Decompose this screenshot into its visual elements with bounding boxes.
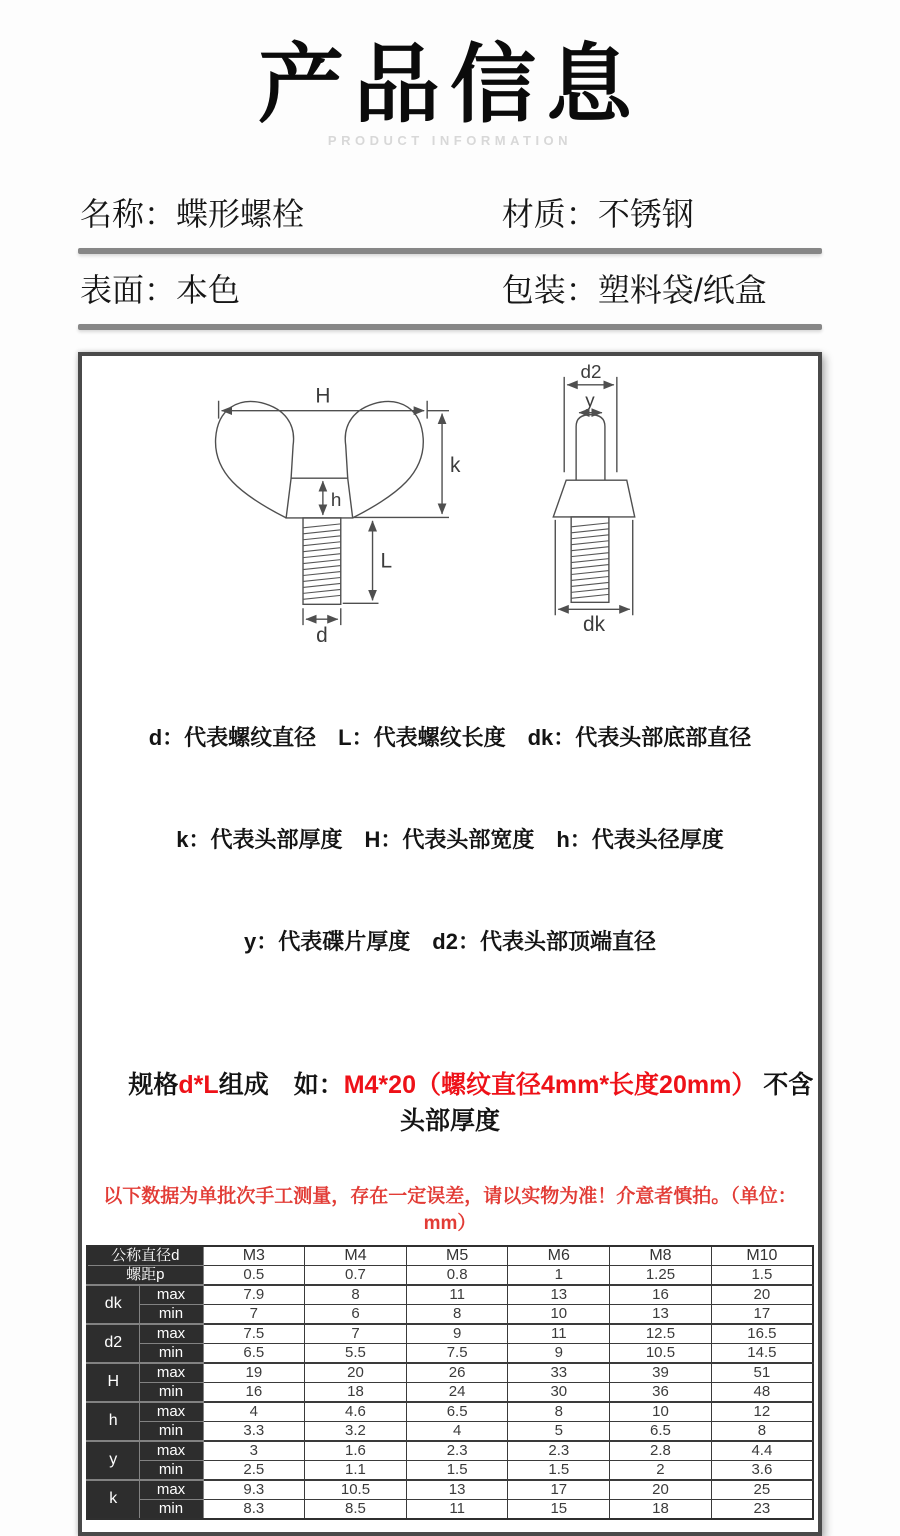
table-cell: 10.5: [610, 1343, 712, 1363]
table-cell: 11: [508, 1324, 610, 1344]
dim-label-dk: dk: [582, 612, 606, 636]
min-label: min: [139, 1421, 203, 1441]
table-row: [87, 1499, 813, 1519]
min-label: min: [139, 1499, 203, 1519]
table-cell: 20: [711, 1285, 813, 1305]
table-row-label: 螺距p: [87, 1265, 203, 1285]
min-label: min: [139, 1460, 203, 1480]
table-cell: 8: [305, 1285, 407, 1305]
measurement-warning: 以下数据为单批次手工测量，存在一定误差，请以实物为准！介意者慎拍。（单位：mm）: [103, 1185, 797, 1234]
table-cell: 48: [711, 1382, 813, 1402]
attribute-label: 包装：: [501, 271, 598, 308]
table-cell: 0.8: [406, 1265, 508, 1285]
table-cell: 8: [508, 1402, 610, 1422]
table-row: [87, 1363, 813, 1383]
max-label: max: [139, 1480, 203, 1500]
dim-label-d: d: [316, 623, 328, 647]
table-cell: 2.3: [406, 1441, 508, 1461]
spec-text: 组成 如：: [218, 1070, 344, 1099]
table-cell: 12: [711, 1402, 813, 1422]
table-cell: 7: [305, 1324, 407, 1344]
table-cell: 9: [406, 1324, 508, 1344]
product-info-page: [0, 37, 900, 1536]
table-cell: 10: [508, 1304, 610, 1324]
table-cell: 5: [508, 1421, 610, 1441]
spec-panel: [78, 352, 822, 1536]
dim-label-L: L: [380, 549, 393, 573]
table-cell: 6.5: [203, 1343, 305, 1363]
table-row-label: d2: [87, 1324, 139, 1363]
table-cell: 16: [203, 1382, 305, 1402]
table-row-label: k: [87, 1480, 139, 1519]
divider: [78, 324, 822, 330]
page-subtitle: PRODUCT INFORMATION: [327, 132, 573, 148]
table-cell: 16.5: [711, 1324, 813, 1344]
table-cell: 19: [203, 1363, 305, 1383]
table-cell: 13: [406, 1480, 508, 1500]
spec-text-red: M4*20（螺纹直径4mm*长度20mm）: [343, 1070, 757, 1099]
table-cell: 0.7: [305, 1265, 407, 1285]
table-row-label: y: [87, 1441, 139, 1480]
definition-line: d：代表螺纹直径 L：代表螺纹长度 dk：代表头部底部直径: [148, 724, 752, 750]
column-header: M4: [305, 1246, 407, 1266]
table-row: [87, 1246, 813, 1266]
attribute-row: [78, 254, 822, 324]
spec-format-line: [82, 1036, 818, 1166]
size-table: [86, 1245, 814, 1520]
column-header: M5: [406, 1246, 508, 1266]
table-row: [87, 1304, 813, 1324]
product-attributes: [78, 178, 822, 330]
table-cell: 18: [305, 1382, 407, 1402]
table-cell: 8: [711, 1421, 813, 1441]
column-header: M6: [508, 1246, 610, 1266]
table-cell: 33: [508, 1363, 610, 1383]
dim-label-y: y: [585, 389, 595, 411]
table-cell: 20: [305, 1363, 407, 1383]
table-cell: 3.3: [203, 1421, 305, 1441]
table-cell: 15: [508, 1499, 610, 1519]
table-row: [87, 1382, 813, 1402]
attribute-name: [80, 189, 502, 235]
table-cell: 20: [610, 1480, 712, 1500]
table-row: [87, 1343, 813, 1363]
dim-label-k: k: [450, 453, 461, 477]
table-cell: 36: [610, 1382, 712, 1402]
table-row: [87, 1460, 813, 1480]
attribute-label: 材质：: [501, 195, 598, 232]
table-row-label: dk: [87, 1285, 139, 1324]
max-label: max: [139, 1402, 203, 1422]
table-row: [87, 1285, 813, 1305]
table-cell: 9: [508, 1343, 610, 1363]
table-cell: 6.5: [406, 1402, 508, 1422]
table-cell: 3.6: [711, 1460, 813, 1480]
table-cell: 17: [711, 1304, 813, 1324]
table-cell: 3: [203, 1441, 305, 1461]
attribute-value: 不锈钢: [597, 195, 694, 232]
table-cell: 4.4: [711, 1441, 813, 1461]
table-row: [87, 1265, 813, 1285]
table-cell: 4: [203, 1402, 305, 1422]
min-label: min: [139, 1382, 203, 1402]
table-cell: 39: [610, 1363, 712, 1383]
column-header: M10: [711, 1246, 813, 1266]
table-cell: 11: [406, 1285, 508, 1305]
definition-line: k：代表头部厚度 H：代表头部宽度 h：代表头径厚度: [176, 826, 724, 852]
table-cell: 23: [711, 1499, 813, 1519]
table-row: [87, 1421, 813, 1441]
table-row: [87, 1324, 813, 1344]
table-row-label: h: [87, 1402, 139, 1441]
table-cell: 6.5: [610, 1421, 712, 1441]
table-cell: 4.6: [305, 1402, 407, 1422]
table-cell: 8: [406, 1304, 508, 1324]
table-cell: 12.5: [610, 1324, 712, 1344]
attribute-material: [502, 189, 694, 235]
table-cell: 5.5: [305, 1343, 407, 1363]
attribute-packaging: [502, 265, 767, 311]
max-label: max: [139, 1285, 203, 1305]
table-cell: 6: [305, 1304, 407, 1324]
front-view: [216, 384, 461, 646]
table-cell: 7.9: [203, 1285, 305, 1305]
column-header: M8: [610, 1246, 712, 1266]
dim-label-H: H: [315, 384, 331, 408]
table-cell: 9.3: [203, 1480, 305, 1500]
table-cell: 3.2: [305, 1421, 407, 1441]
spec-text: 规格: [128, 1070, 179, 1099]
table-cell: 7: [203, 1304, 305, 1324]
table-cell: 10: [610, 1402, 712, 1422]
min-label: min: [139, 1343, 203, 1363]
table-cell: 7.5: [203, 1324, 305, 1344]
attribute-value: 本色: [176, 271, 241, 308]
max-label: max: [139, 1324, 203, 1344]
table-cell: 1.5: [508, 1460, 610, 1480]
table-cell: 1.5: [406, 1460, 508, 1480]
table-cell: 1.5: [711, 1265, 813, 1285]
page-title: 产品信息: [258, 37, 642, 133]
attribute-surface: [80, 265, 502, 311]
table-cell: 16: [610, 1285, 712, 1305]
dim-label-h: h: [330, 488, 342, 510]
attribute-label: 名称：: [80, 195, 177, 232]
table-cell: 25: [711, 1480, 813, 1500]
column-header: M3: [203, 1246, 305, 1266]
attribute-label: 表面：: [80, 271, 177, 308]
table-cell: 7.5: [406, 1343, 508, 1363]
table-row-label: H: [87, 1363, 139, 1402]
table-cell: 8.5: [305, 1499, 407, 1519]
table-cell: 30: [508, 1382, 610, 1402]
table-cell: 8.3: [203, 1499, 305, 1519]
attribute-row: [78, 178, 822, 248]
min-label: min: [139, 1304, 203, 1324]
table-cell: 1.25: [610, 1265, 712, 1285]
table-cell: 17: [508, 1480, 610, 1500]
max-label: max: [139, 1363, 203, 1383]
attribute-value: 塑料袋/纸盒: [597, 271, 767, 308]
table-cell: 1.6: [305, 1441, 407, 1461]
table-cell: 4: [406, 1421, 508, 1441]
table-cell: 0.5: [203, 1265, 305, 1285]
table-cell: 2.3: [508, 1441, 610, 1461]
table-cell: 2.8: [610, 1441, 712, 1461]
table-cell: 14.5: [711, 1343, 813, 1363]
table-cell: 1.1: [305, 1460, 407, 1480]
table-row: [87, 1441, 813, 1461]
table-cell: 2.5: [203, 1460, 305, 1480]
table-cell: 1: [508, 1265, 610, 1285]
definition-line: y：代表碟片厚度 d2：代表头部顶端直径: [244, 928, 656, 954]
table-cell: 18: [610, 1499, 712, 1519]
spec-text-red: d*L: [178, 1070, 219, 1099]
table-cell: 11: [406, 1499, 508, 1519]
table-row: [87, 1480, 813, 1500]
table-cell: 26: [406, 1363, 508, 1383]
table-row: [87, 1402, 813, 1422]
table-cell: 2: [610, 1460, 712, 1480]
table-cell: 13: [508, 1285, 610, 1305]
table-cell: 13: [610, 1304, 712, 1324]
wing-bolt-diagram: [82, 361, 818, 649]
attribute-value: 蝶形螺栓: [176, 195, 305, 232]
max-label: max: [139, 1441, 203, 1461]
dimension-definitions: [82, 653, 818, 1027]
table-row-label: 公称直径d: [87, 1246, 203, 1266]
table-cell: 24: [406, 1382, 508, 1402]
table-cell: 51: [711, 1363, 813, 1383]
spec-text: 不含头部厚度: [399, 1070, 814, 1135]
side-view: [553, 361, 634, 636]
dim-label-d2: d2: [580, 360, 602, 382]
table-cell: 10.5: [305, 1480, 407, 1500]
